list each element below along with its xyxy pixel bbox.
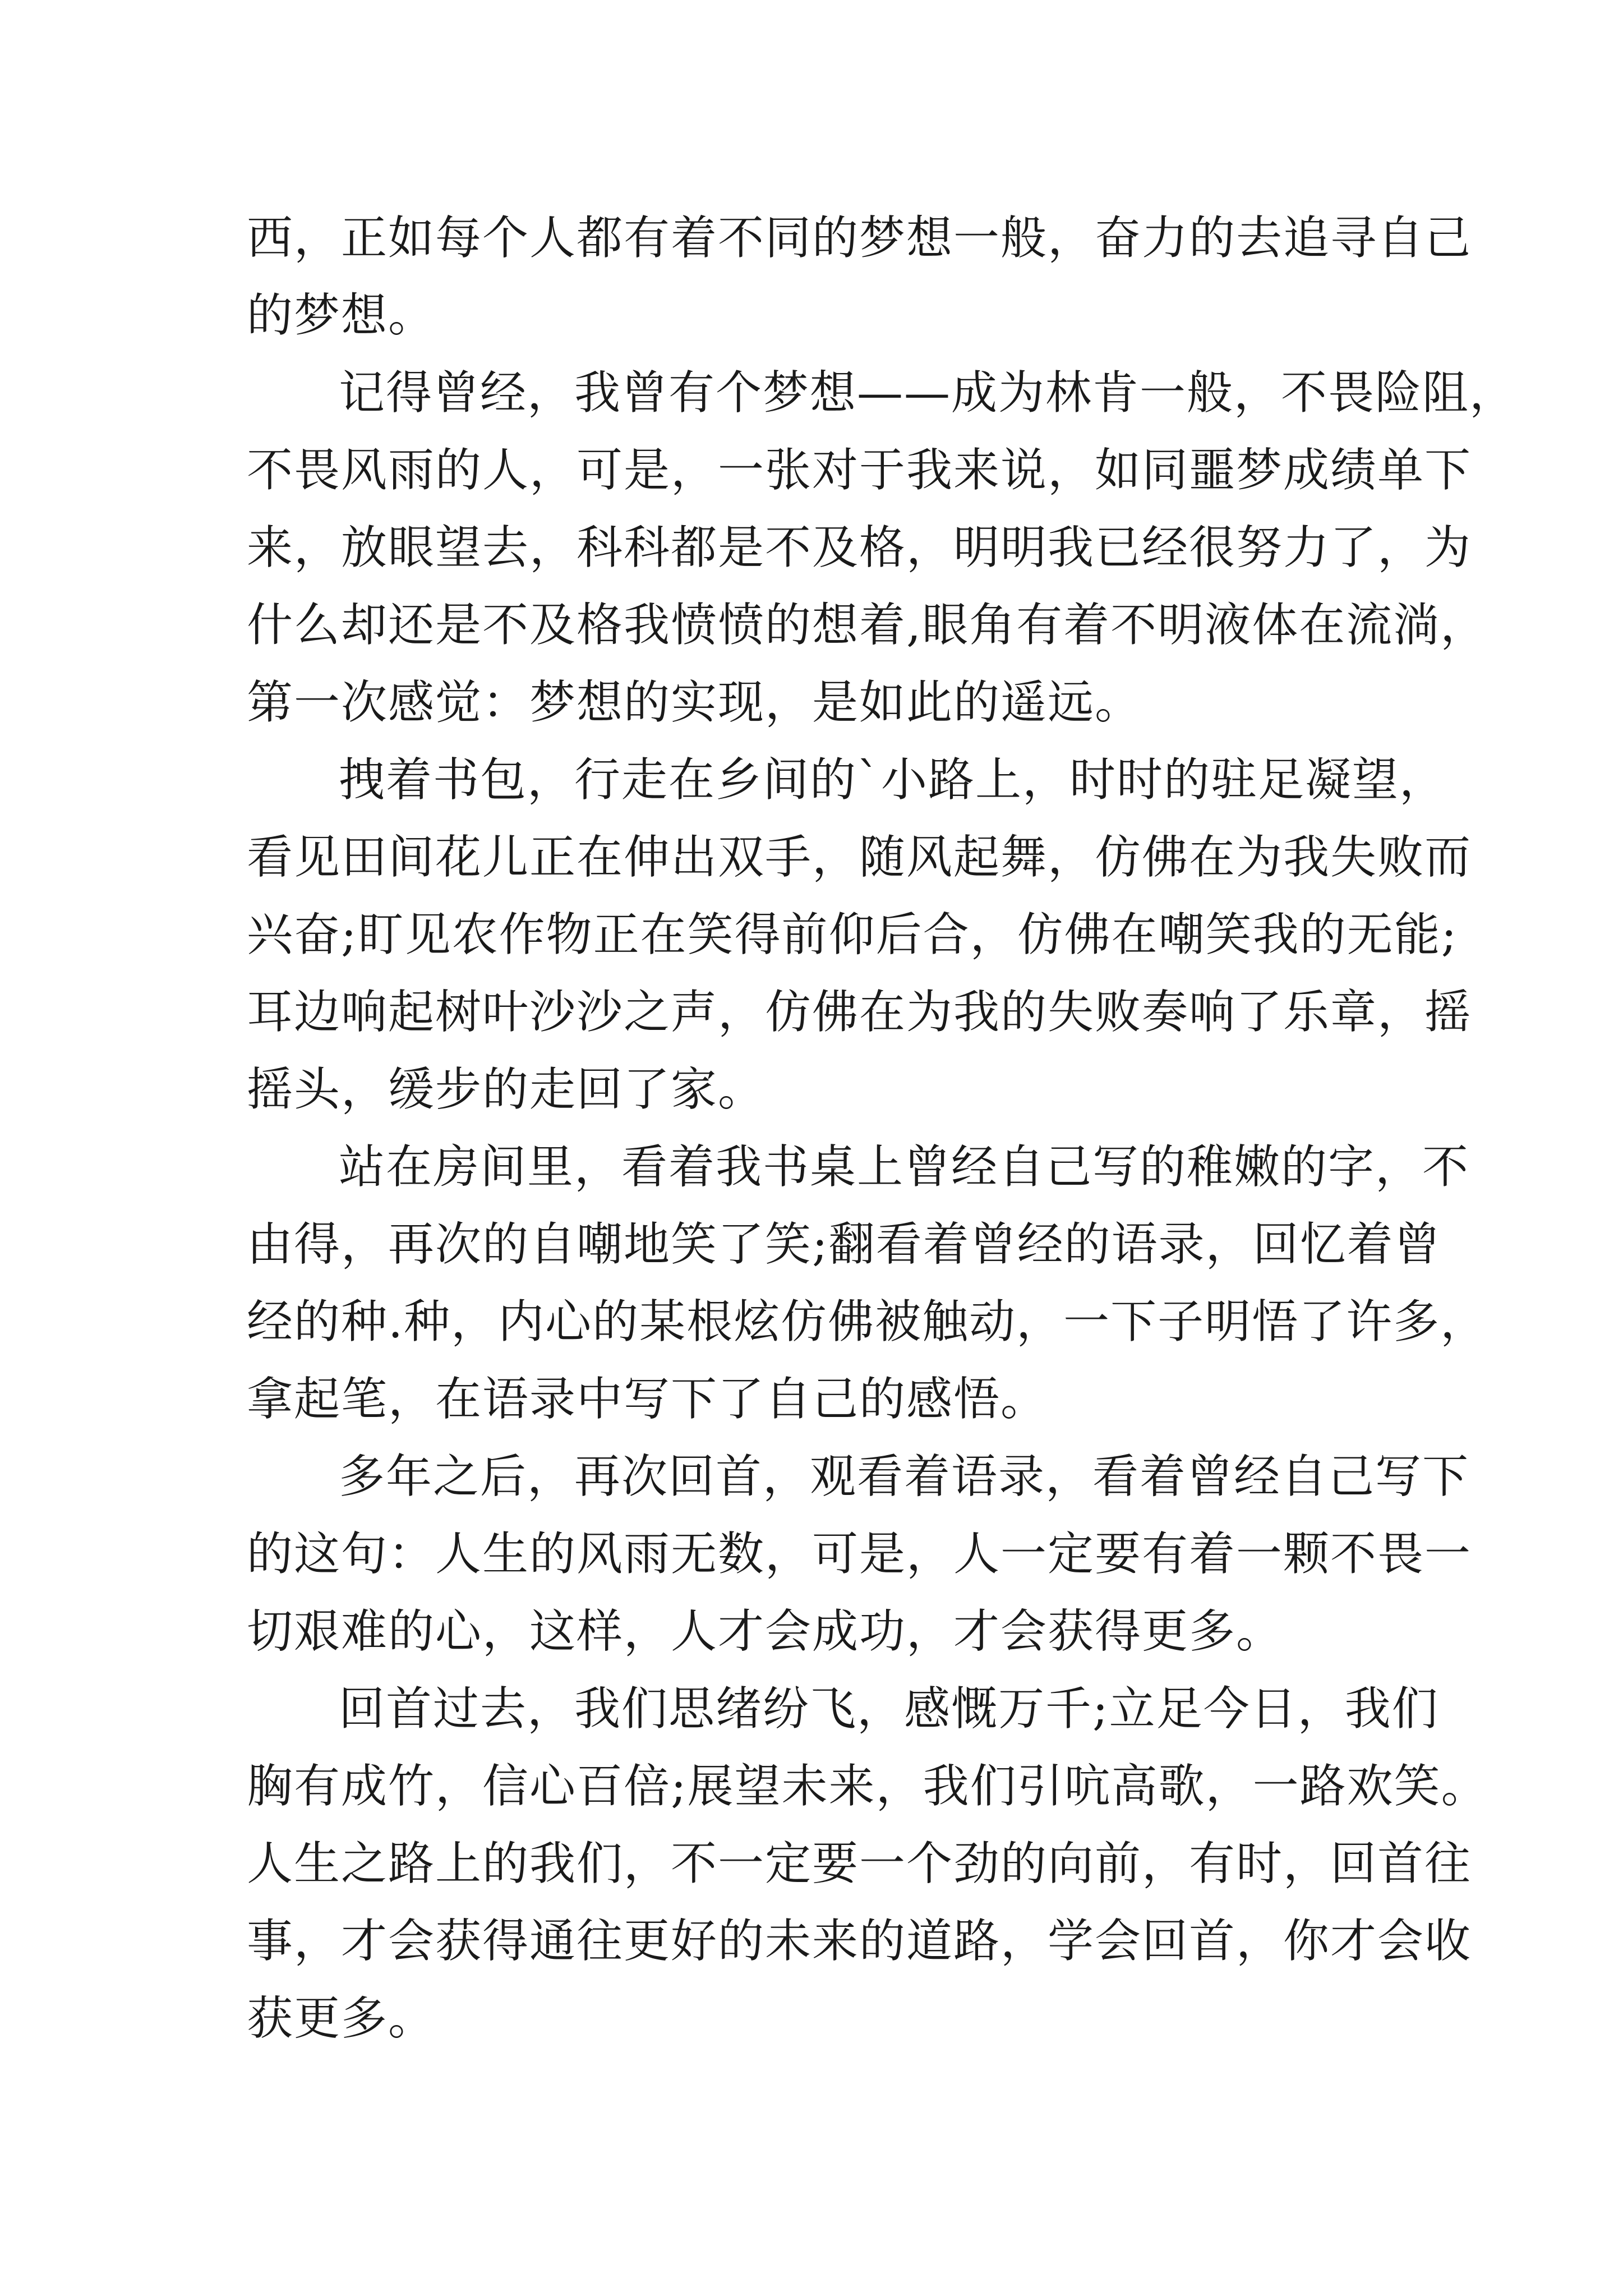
text-line: 来，放眼望去，科科都是不及格，明明我已经很努力了，为 — [247, 521, 1472, 574]
text-line: 什么却还是不及格我愤愤的想着,眼角有着不明液体在流淌， — [247, 599, 1488, 652]
text-line: 不畏风雨的人，可是，一张对于我来说，如同噩梦成绩单下 — [247, 444, 1472, 497]
text-line: 获更多。 — [247, 1992, 436, 2045]
text-line: 记得曾经，我曾有个梦想——成为林肯一般，不畏险阻， — [339, 366, 1517, 420]
paragraph-1 — [247, 200, 1472, 355]
paragraph-5 — [247, 1438, 1472, 1671]
text-line: 切艰难的心，这样，人才会成功，才会获得更多。 — [247, 1605, 1284, 1658]
text-line: 站在房间里，看着我书桌上曾经自己写的稚嫩的字，不 — [339, 1140, 1470, 1194]
text-line: 兴奋;盯见农作物正在笑得前仰后合，仿佛在嘲笑我的无能; — [247, 908, 1458, 961]
text-line: 的梦想。 — [247, 289, 436, 342]
paragraph-2 — [247, 355, 1517, 742]
document-body — [247, 200, 1517, 2058]
text-line: 由得，再次的自嘲地笑了笑;翻看着曾经的语录，回忆着曾 — [247, 1218, 1441, 1271]
paragraph-6 — [247, 1671, 1488, 2058]
text-line: 摇头，缓步的走回了家。 — [247, 1063, 766, 1116]
text-line: 第一次感觉：梦想的实现，是如此的遥远。 — [247, 676, 1142, 729]
text-line: 回首过去，我们思绪纷飞，感慨万千;立足今日，我们 — [339, 1682, 1439, 1736]
text-line: 经的种.种，内心的某根炫仿佛被触动，一下子明悟了许多， — [247, 1295, 1488, 1349]
text-line: 耳边响起树叶沙沙之声，仿佛在为我的失败奏响了乐章，摇 — [247, 986, 1472, 1039]
text-line: 胸有成竹，信心百倍;展望未来，我们引吭高歌，一路欢笑。 — [247, 1760, 1488, 1813]
paragraph-3 — [247, 742, 1472, 1129]
text-line: 事，才会获得通往更好的未来的道路，学会回首，你才会收 — [247, 1915, 1472, 1968]
text-line: 多年之后，再次回首，观看着语录，看着曾经自己写下 — [339, 1450, 1470, 1503]
text-line: 看见田间花儿正在伸出双手，随风起舞，仿佛在为我失败而 — [247, 831, 1472, 884]
text-line: 的这句：人生的风雨无数，可是，人一定要有着一颗不畏一 — [247, 1527, 1472, 1581]
text-line: 拽着书包，行走在乡间的`小路上，时时的驻足凝望， — [339, 753, 1447, 807]
text-line: 西，正如每个人都有着不同的梦想一般，奋力的去追寻自己 — [247, 211, 1472, 265]
paragraph-4 — [247, 1129, 1488, 1438]
text-line: 拿起笔，在语录中写下了自己的感悟。 — [247, 1373, 1048, 1426]
text-line: 人生之路上的我们，不一定要一个劲的向前，有时，回首往 — [247, 1837, 1472, 1890]
